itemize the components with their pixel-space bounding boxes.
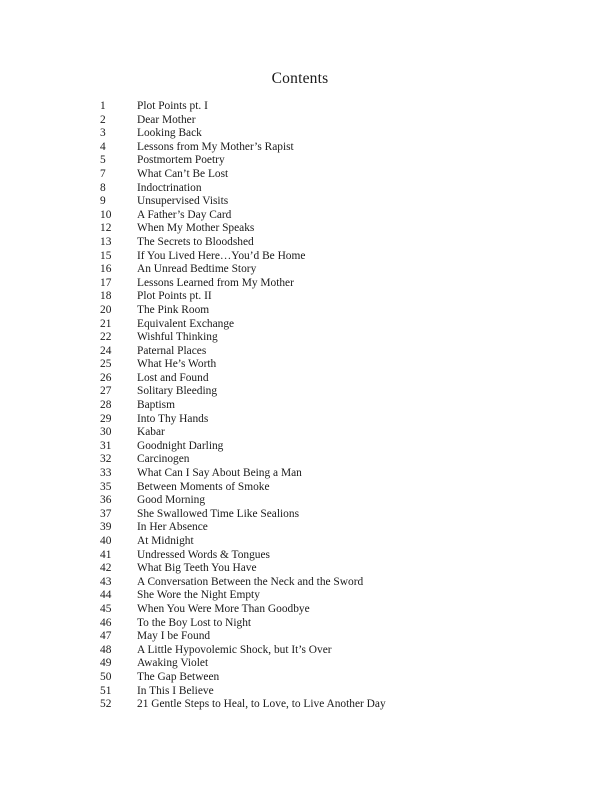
toc-page-number: 1 <box>100 100 106 112</box>
toc-page-number: 9 <box>100 195 106 208</box>
toc-entry-title: Paternal Places <box>137 344 207 357</box>
toc-entry-title: Kabar <box>137 426 165 439</box>
toc-page-number: 40 <box>100 535 112 547</box>
toc-entry <box>100 168 560 182</box>
toc-entry-title: Looking Back <box>137 127 202 140</box>
toc-entry-title: In This I Believe <box>137 684 214 697</box>
toc-entry-title: What Can’t Be Lost <box>137 167 229 180</box>
toc-entry <box>100 657 560 671</box>
toc-entry-title: 21 Gentle Steps to Heal, to Love, to Live Another Day <box>137 698 386 711</box>
toc-entry <box>100 345 560 359</box>
toc-page-number: 47 <box>100 630 112 643</box>
toc-entry-title: Equivalent Exchange <box>137 317 235 330</box>
toc-entry <box>100 603 560 617</box>
toc-entry-title: If You Lived Here…You’d Be Home <box>137 249 306 262</box>
toc-page-number: 21 <box>100 317 112 330</box>
table-of-contents <box>100 100 560 712</box>
toc-entry-title: Good Morning <box>137 494 206 507</box>
toc-entry <box>100 114 560 128</box>
toc-entry <box>100 250 560 264</box>
toc-page-number: 25 <box>100 358 112 371</box>
toc-entry-title: Goodnight Darling <box>137 439 224 452</box>
toc-entry-title: Plot Points pt. II <box>137 290 212 303</box>
toc-entry-title: A Little Hypovolemic Shock, but It’s Over <box>137 643 332 656</box>
toc-page-number: 18 <box>100 290 112 303</box>
toc-entry <box>100 521 560 535</box>
toc-entry-title: The Gap Between <box>137 670 220 683</box>
toc-page-number: 28 <box>100 399 112 412</box>
toc-entry-title: The Pink Room <box>137 303 210 316</box>
toc-page-number: 51 <box>100 684 112 697</box>
toc-entry <box>100 494 560 508</box>
toc-entry <box>100 263 560 277</box>
toc-page-number: 50 <box>100 670 112 683</box>
toc-entry <box>100 644 560 658</box>
toc-entry-title: Baptism <box>137 399 175 412</box>
toc-page-number: 36 <box>100 494 112 507</box>
toc-entry-title: What He’s Worth <box>137 358 217 371</box>
toc-entry <box>100 698 560 712</box>
toc-page-number: 42 <box>100 562 112 575</box>
toc-entry-title: Into Thy Hands <box>137 412 209 425</box>
toc-entry-title: To the Boy Lost to Night <box>137 616 252 629</box>
toc-page-number: 15 <box>100 249 112 262</box>
toc-page-number: 33 <box>100 467 112 480</box>
toc-page-number: 7 <box>100 167 106 180</box>
toc-page-number: 17 <box>100 276 112 289</box>
toc-page-number: 26 <box>100 371 112 384</box>
toc-page-number: 10 <box>100 208 112 221</box>
toc-page-number: 29 <box>100 412 112 425</box>
toc-entry <box>100 182 560 196</box>
toc-entry <box>100 671 560 685</box>
toc-entry-title: Unsupervised Visits <box>137 195 229 208</box>
toc-entry-title: She Wore the Night Empty <box>137 589 260 602</box>
toc-entry <box>100 467 560 481</box>
toc-entry-title: Solitary Bleeding <box>137 385 218 398</box>
toc-entry <box>100 127 560 141</box>
toc-entry <box>100 630 560 644</box>
toc-page-number: 8 <box>100 181 106 194</box>
toc-entry-title: An Unread Bedtime Story <box>137 263 257 276</box>
toc-entry <box>100 617 560 631</box>
toc-page-number: 27 <box>100 385 112 398</box>
toc-page-number: 37 <box>100 507 112 520</box>
toc-entry <box>100 440 560 454</box>
toc-entry <box>100 331 560 345</box>
toc-entry <box>100 576 560 590</box>
toc-page-number: 4 <box>100 140 106 153</box>
toc-page-number: 45 <box>100 602 112 615</box>
toc-entry <box>100 304 560 318</box>
toc-entry <box>100 549 560 563</box>
toc-entry-title: Indoctrination <box>137 181 202 194</box>
toc-entry-title: A Conversation Between the Neck and the Sword <box>137 575 364 588</box>
toc-entry-title: Awaking Violet <box>137 657 209 670</box>
toc-page-number: 30 <box>100 426 112 439</box>
toc-page-number: 12 <box>100 222 112 235</box>
toc-entry-title: Wishful Thinking <box>137 331 218 344</box>
toc-entry-title: Lessons from My Mother’s Rapist <box>137 140 294 153</box>
toc-page-number: 32 <box>100 453 112 466</box>
toc-entry <box>100 385 560 399</box>
toc-entry <box>100 685 560 699</box>
toc-entry <box>100 277 560 291</box>
toc-page-number: 16 <box>100 263 112 276</box>
toc-entry-title: Dear Mother <box>137 113 196 126</box>
toc-page-number: 24 <box>100 344 112 357</box>
toc-page-number: 44 <box>100 589 112 602</box>
toc-entry-title: Carcinogen <box>137 453 190 466</box>
toc-entry-title: Plot Points pt. I <box>137 100 208 112</box>
toc-page-number: 43 <box>100 575 112 588</box>
toc-entry <box>100 154 560 168</box>
toc-entry-title: What Can I Say About Being a Man <box>137 467 302 480</box>
toc-entry <box>100 399 560 413</box>
toc-entry-title: At Midnight <box>137 535 194 547</box>
toc-entry-title: Between Moments of Smoke <box>137 480 270 493</box>
toc-entry <box>100 453 560 467</box>
toc-page-number: 3 <box>100 127 106 140</box>
toc-entry-title: What Big Teeth You Have <box>137 562 257 575</box>
toc-entry-title: When My Mother Speaks <box>137 222 255 235</box>
toc-page-number: 20 <box>100 303 112 316</box>
toc-page-number: 48 <box>100 643 112 656</box>
toc-entry <box>100 222 560 236</box>
toc-entry <box>100 209 560 223</box>
toc-page-number: 39 <box>100 521 112 534</box>
toc-page-number: 2 <box>100 113 106 126</box>
toc-entry-title: Lost and Found <box>137 371 209 384</box>
toc-entry <box>100 508 560 522</box>
toc-entry <box>100 236 560 250</box>
toc-entry-title: The Secrets to Bloodshed <box>137 235 254 248</box>
toc-entry-title: A Father’s Day Card <box>137 208 232 221</box>
toc-entry-title: When You Were More Than Goodbye <box>137 602 310 615</box>
toc-entry-title: May I be Found <box>137 630 211 643</box>
toc-entry <box>100 100 560 114</box>
toc-page-number: 49 <box>100 657 112 670</box>
toc-entry-title: Postmortem Poetry <box>137 154 225 167</box>
toc-entry <box>100 290 560 304</box>
toc-entry-title: Undressed Words & Tongues <box>137 548 270 561</box>
toc-entry <box>100 426 560 440</box>
toc-entry <box>100 195 560 209</box>
toc-page-number: 46 <box>100 616 112 629</box>
toc-entry <box>100 589 560 603</box>
page-title: Contents <box>271 70 329 87</box>
toc-page-number: 52 <box>100 698 112 711</box>
toc-entry <box>100 141 560 155</box>
toc-page-number: 13 <box>100 235 112 248</box>
toc-entry-title: In Her Absence <box>137 521 208 534</box>
toc-page-number: 22 <box>100 331 112 344</box>
toc-entry <box>100 318 560 332</box>
toc-entry <box>100 413 560 427</box>
toc-entry-title: She Swallowed Time Like Sealions <box>137 507 299 520</box>
toc-entry <box>100 481 560 495</box>
toc-page-number: 5 <box>100 154 106 167</box>
toc-entry <box>100 372 560 386</box>
toc-page-number: 35 <box>100 480 112 493</box>
toc-page-number: 41 <box>100 548 112 561</box>
toc-page-number: 31 <box>100 439 112 452</box>
toc-entry <box>100 562 560 576</box>
toc-entry <box>100 358 560 372</box>
toc-entry-title: Lessons Learned from My Mother <box>137 276 294 289</box>
toc-entry <box>100 535 560 549</box>
